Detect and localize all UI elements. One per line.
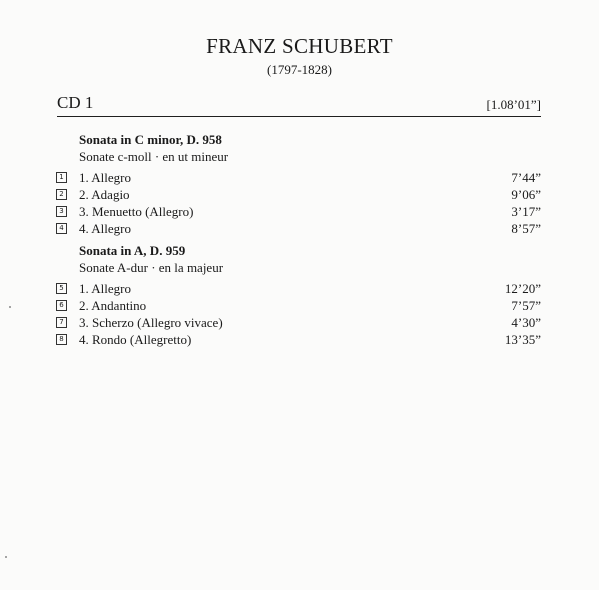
- track-number-box: 3: [56, 206, 67, 217]
- track-duration: 7’57”: [511, 298, 541, 313]
- track-row: [56, 169, 541, 186]
- track-title: 2. Adagio: [79, 187, 130, 202]
- composer-life-dates: (1797-1828): [267, 62, 332, 77]
- track-row: [56, 186, 541, 203]
- track-number-box: 7: [56, 317, 67, 328]
- cd-divider: [57, 116, 541, 117]
- track-title: 2. Andantino: [79, 298, 147, 313]
- cd-label: CD 1: [57, 93, 94, 112]
- sonata-title: Sonata in C minor, D. 958: [79, 132, 222, 147]
- track-number-box: 6: [56, 300, 67, 311]
- track-number-box: 8: [56, 334, 67, 345]
- sonata-subtitle: Sonate c-moll · en ut mineur: [79, 149, 229, 164]
- track-title: 4. Rondo (Allegretto): [79, 332, 192, 347]
- track-duration: 12’20”: [504, 281, 541, 296]
- track-duration: 4’30”: [511, 315, 541, 330]
- composer-title: FRANZ SCHUBERT: [206, 34, 393, 58]
- track-row: [56, 203, 541, 220]
- sonata-subtitle: Sonate A-dur · en la majeur: [79, 260, 224, 275]
- sonata-block: [56, 242, 541, 348]
- track-row: [56, 220, 541, 237]
- track-number-box: 2: [56, 189, 67, 200]
- track-row: [56, 297, 541, 314]
- track-duration: 13’35”: [504, 332, 541, 347]
- track-duration: 7’44”: [511, 170, 541, 185]
- scan-speck: [5, 556, 7, 558]
- cd-total-time: [1.08’01”]: [486, 97, 541, 112]
- track-duration: 9’06”: [511, 187, 541, 202]
- track-row: [56, 331, 541, 348]
- track-number-box: 5: [56, 283, 67, 294]
- track-title: 3. Scherzo (Allegro vivace): [79, 315, 223, 330]
- track-title: 1. Allegro: [79, 281, 131, 296]
- track-number-box: 1: [56, 172, 67, 183]
- track-number-box: 4: [56, 223, 67, 234]
- sonata-title: Sonata in A, D. 959: [79, 243, 186, 258]
- track-duration: 8’57”: [511, 221, 541, 236]
- track-row: [56, 280, 541, 297]
- track-title: 3. Menuetto (Allegro): [79, 204, 194, 219]
- track-title: 4. Allegro: [79, 221, 131, 236]
- track-title: 1. Allegro: [79, 170, 131, 185]
- scan-speck: [9, 306, 11, 308]
- sonata-block: [56, 131, 541, 237]
- track-row: [56, 314, 541, 331]
- track-duration: 3’17”: [511, 204, 541, 219]
- cd-header: [57, 93, 541, 115]
